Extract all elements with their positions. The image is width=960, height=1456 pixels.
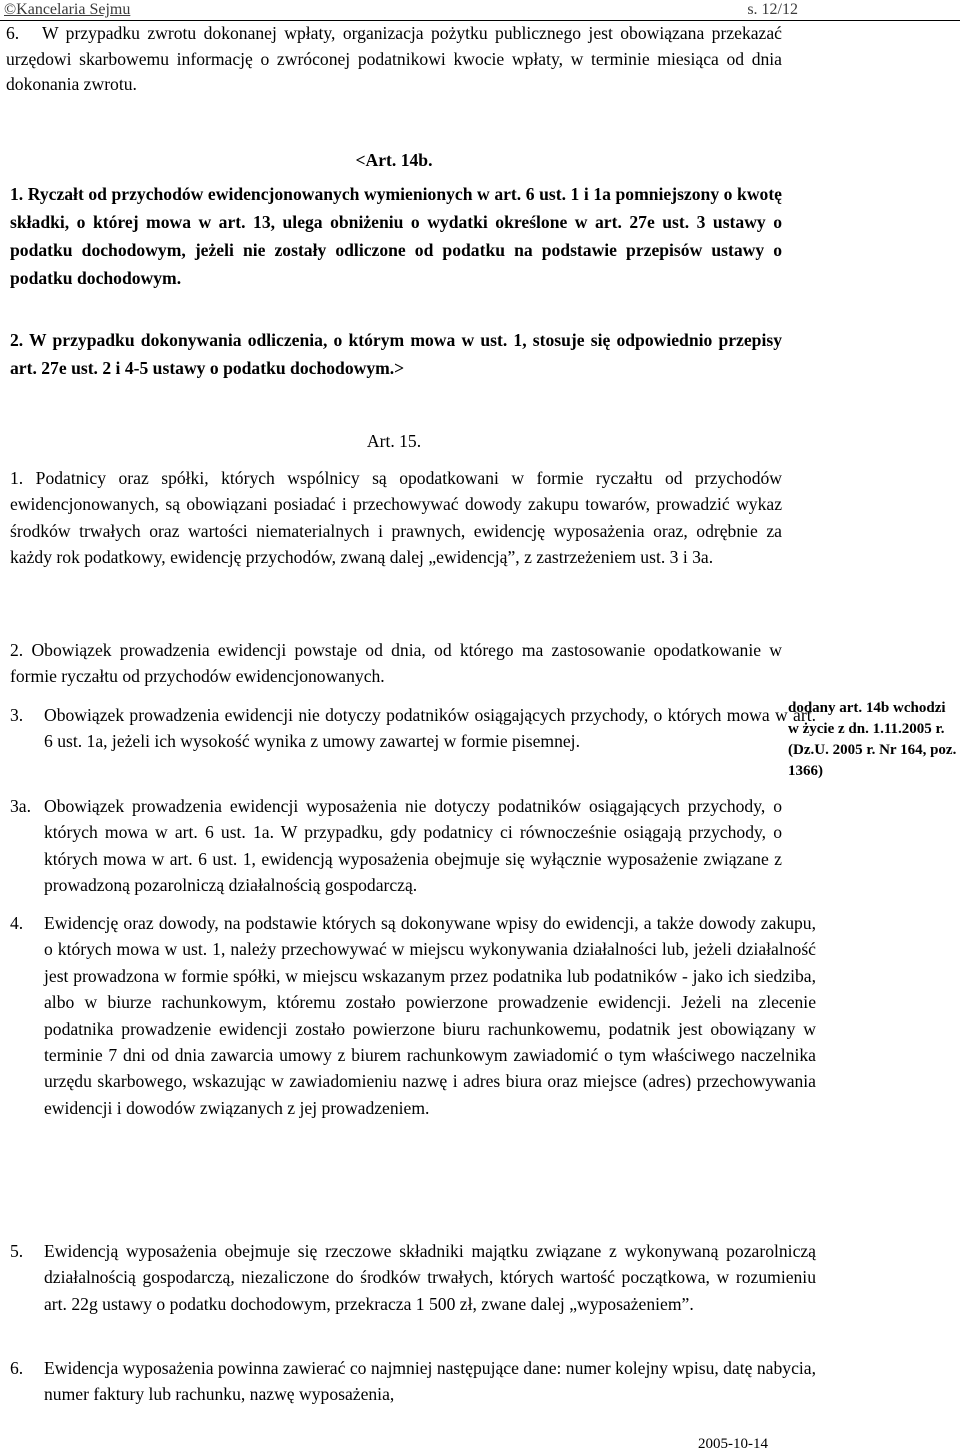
paragraph-6 [6,21,782,98]
art-15-ust-4 [10,910,816,1121]
art-14b-ust-1: 1. Ryczałt od przychodów ewidencjonowanych wymienionych w art. 6 ust. 1 i 1a pomniejszony o kwotę składki, o której mowa w art. 13, ulega obniżeniu o wydatki określone w art. 27e ust. 3 ustawy o podatku dochodowym, jeżeli nie zostały odliczone od podatku na podstawie przepisów ustawy o podatku dochodowym. [10,184,782,288]
art-14b-ust-2: 2. W przypadku dokonywania odliczenia, o którym mowa w ust. 1, stosuje się odpowiednio przepisy art. 27e ust. 2 i 4-5 ustawy o podatku dochodowym.> [10,330,782,378]
ust-text: Ewidencją wyposażenia obejmuje się rzeczowe składniki majątku związane z wykonywaną pozarolniczą działalnością gospodarczą, niezaliczone do środków trwałych, których wartość początkowa, w rozumieniu art. 22g ustawy o podatku dochodowym, przekracza 1 500 zł, zwane dalej „wyposażeniem”. [44,1241,816,1314]
ust-text: Obowiązek prowadzenia ewidencji nie dotyczy podatników osiągających przychody, o których mowa w art. 6 ust. 1a, jeżeli ich wysokość wynika z umowy zawartej w formie pisemnej. [44,705,816,752]
ust-text: Podatnicy oraz spółki, których wspólnicy są opodatkowani w formie ryczałtu od przychodów ewidencjonowanych, są obowiązani posiadać i przechowywać dowody zakupu towarów, prowadzić wykaz środków trwałych oraz wartości niematerialnych i prawnych, ewidencję wyposażenia oraz, odrębnie za każdy rok podatkowy, ewidencję przychodów, zwaną dalej „ewidencją”, z zastrzeżeniem ust. 3 i 3a. [10,468,782,568]
paragraph-6-text: W przypadku zwrotu dokonanej wpłaty, organizacja pożytku publicznego jest obowiązana przekazać urzędowi skarbowemu informację o zwróconej podatnikowi kwocie wpłaty, w terminie miesiąca od dnia dokonania zwrotu. [6,23,782,95]
header-left-text: ©Kancelaria Sejmu [4,1,131,18]
art-15-heading: Art. 15. [366,431,422,451]
ust-number: 1. [10,468,24,488]
art-15-ust-3 [10,702,816,755]
paragraph-6-number: 6. [6,23,20,43]
ust-text: Ewidencja wyposażenia powinna zawierać co najmniej następujące dane: numer kolejny wpisu, datę nabycia, numer faktury lub rachunku, nazwę wyposażenia, [44,1358,816,1405]
ust-number: 6. [10,1358,24,1378]
art-15-ust-5 [10,1238,816,1317]
art-14b-heading: <Art. 14b. [355,150,433,170]
art-15-ust-1 [10,465,782,571]
header-left [4,0,130,20]
art-15-ust-3a-number: 3a. [10,796,32,816]
page-number: s. 12/12 [747,1,798,18]
ust-number: 4. [10,913,24,933]
ust-number: 2. [10,640,24,660]
margin-note: dodany art. 14b wchodzi w życie z dn. 1.11.2005 r. (Dz.U. 2005 r. Nr 164, poz. 1366) [788,700,957,779]
art-15-ust-2 [10,637,782,690]
footer-date: 2005-10-14 [698,1436,768,1452]
ust-text: Obowiązek prowadzenia ewidencji powstaje od dnia, od którego ma zastosowanie opodatkowanie w formie ryczałtu od przychodów ewidencjonowanych. [10,640,782,687]
ust-text: Ewidencję oraz dowody, na podstawie których są dokonywane wpisy do ewidencji, a także dowody zakupu, o których mowa w ust. 1, należy przechowywać w miejscu wykonywania działalności lub, jeżeli działalność jest prowadzona w formie spółki, w miejscu wskazanym przez podatnika lub podatników - jako ich siedziba, albo w biurze rachunkowym, któremu zostało powierzone prowadzenie ewidencji. Jeżeli na zlecenie podatnika prowadzenie ewidencji zostało powierzone biuru rachunkowemu, podatnik jest obowiązany w terminie 7 dni od dnia zawarcia umowy z biurem rachunkowym zawiadomić o tym właściwego naczelnika urzędu skarbowego, wskazując w zawiadomieniu nazwę i adres biura oraz miejsce (adres) przechowywania ewidencji i dowodów związanych z jej prowadzeniem. [44,913,816,1118]
art-15-ust-6 [10,1355,816,1408]
ust-number: 3. [10,705,24,725]
art-15-ust-3a: Obowiązek prowadzenia ewidencji wyposażenia nie dotyczy podatników osiągających przychody, o których mowa w art. 6 ust. 1a. W przypadku, gdy podatnicy ci równocześnie osiągają przychody, o których mowa w art. 6 ust. 1, ewidencją wyposażenia obejmuje się wyłącznie wyposażenie związane z prowadzoną pozarolniczą działalnością gospodarczą. [44,796,782,896]
ust-number: 5. [10,1241,24,1261]
